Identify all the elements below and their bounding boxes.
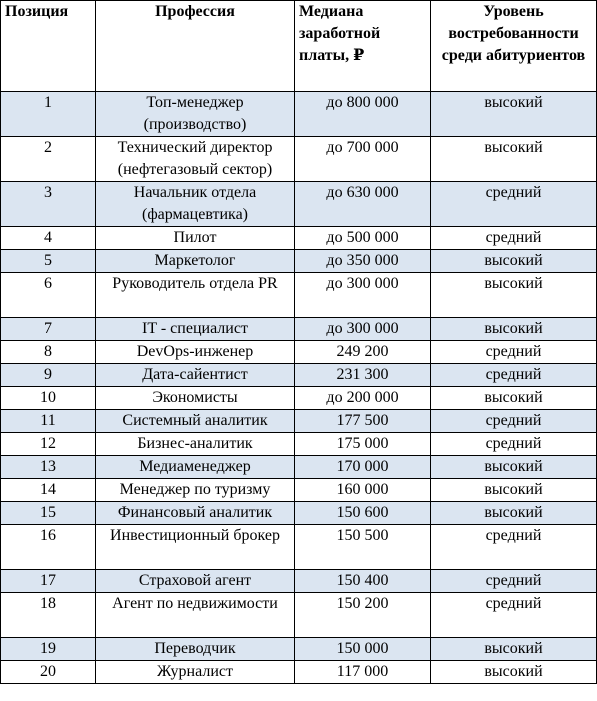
position-cell: 13 bbox=[1, 456, 96, 479]
table-row bbox=[1, 570, 597, 593]
median-cell: 177 500 bbox=[295, 410, 431, 433]
profession-cell: IT - специалист bbox=[96, 318, 295, 341]
table-row bbox=[1, 227, 597, 250]
position-cell: 12 bbox=[1, 433, 96, 456]
profession-cell: Переводчик bbox=[96, 638, 295, 661]
median-cell: 231 300 bbox=[295, 364, 431, 387]
position-cell: 20 bbox=[1, 661, 96, 684]
header-row bbox=[1, 1, 597, 92]
header-demand-level: Уровень востребованности среди абитуриентов bbox=[431, 1, 597, 92]
demand-cell: средний bbox=[431, 570, 597, 593]
demand-cell: средний bbox=[431, 593, 597, 638]
profession-cell: Маркетолог bbox=[96, 250, 295, 273]
position-cell: 10 bbox=[1, 387, 96, 410]
table-row bbox=[1, 525, 597, 570]
median-cell: 150 000 bbox=[295, 638, 431, 661]
position-cell: 2 bbox=[1, 137, 96, 182]
position-cell: 16 bbox=[1, 525, 96, 570]
position-cell: 11 bbox=[1, 410, 96, 433]
table-row bbox=[1, 456, 597, 479]
profession-cell: Пилот bbox=[96, 227, 295, 250]
profession-cell: Агент по недвижимости bbox=[96, 593, 295, 638]
table-row bbox=[1, 92, 597, 137]
demand-cell: высокий bbox=[431, 661, 597, 684]
position-cell: 14 bbox=[1, 479, 96, 502]
median-cell: 150 600 bbox=[295, 502, 431, 525]
demand-cell: высокий bbox=[431, 479, 597, 502]
profession-cell: Руководитель отдела PR bbox=[96, 273, 295, 318]
median-cell: 170 000 bbox=[295, 456, 431, 479]
demand-cell: средний bbox=[431, 227, 597, 250]
median-cell: 175 000 bbox=[295, 433, 431, 456]
table-row bbox=[1, 593, 597, 638]
position-cell: 4 bbox=[1, 227, 96, 250]
demand-cell: средний bbox=[431, 182, 597, 227]
demand-cell: средний bbox=[431, 364, 597, 387]
median-cell: до 200 000 bbox=[295, 387, 431, 410]
demand-cell: высокий bbox=[431, 92, 597, 137]
position-cell: 6 bbox=[1, 273, 96, 318]
position-cell: 18 bbox=[1, 593, 96, 638]
median-cell: до 300 000 bbox=[295, 273, 431, 318]
median-cell: до 630 000 bbox=[295, 182, 431, 227]
demand-cell: высокий bbox=[431, 456, 597, 479]
median-cell: до 700 000 bbox=[295, 137, 431, 182]
profession-cell: Менеджер по туризму bbox=[96, 479, 295, 502]
position-cell: 7 bbox=[1, 318, 96, 341]
demand-cell: средний bbox=[431, 525, 597, 570]
position-cell: 5 bbox=[1, 250, 96, 273]
table-row bbox=[1, 479, 597, 502]
profession-cell: Бизнес-аналитик bbox=[96, 433, 295, 456]
header-profession: Профессия bbox=[96, 1, 295, 92]
profession-cell: Страховой агент bbox=[96, 570, 295, 593]
demand-cell: высокий bbox=[431, 250, 597, 273]
position-cell: 8 bbox=[1, 341, 96, 364]
demand-cell: высокий bbox=[431, 387, 597, 410]
demand-cell: высокий bbox=[431, 137, 597, 182]
demand-cell: средний bbox=[431, 410, 597, 433]
median-cell: 150 200 bbox=[295, 593, 431, 638]
demand-cell: средний bbox=[431, 433, 597, 456]
table-row bbox=[1, 502, 597, 525]
profession-cell: Начальник отдела (фармацевтика) bbox=[96, 182, 295, 227]
profession-cell: Экономисты bbox=[96, 387, 295, 410]
table-row bbox=[1, 410, 597, 433]
table-row bbox=[1, 387, 597, 410]
position-cell: 19 bbox=[1, 638, 96, 661]
median-cell: 117 000 bbox=[295, 661, 431, 684]
table-row bbox=[1, 341, 597, 364]
table-row bbox=[1, 182, 597, 227]
profession-cell: Системный аналитик bbox=[96, 410, 295, 433]
demand-cell: высокий bbox=[431, 502, 597, 525]
table-row bbox=[1, 433, 597, 456]
header-median-salary: Медиана заработной платы, ₽ bbox=[295, 1, 431, 92]
median-cell: до 300 000 bbox=[295, 318, 431, 341]
profession-cell: Технический директор (нефтегазовый сектор) bbox=[96, 137, 295, 182]
demand-cell: средний bbox=[431, 341, 597, 364]
position-cell: 9 bbox=[1, 364, 96, 387]
median-cell: до 350 000 bbox=[295, 250, 431, 273]
median-cell: 150 500 bbox=[295, 525, 431, 570]
position-cell: 15 bbox=[1, 502, 96, 525]
median-cell: 160 000 bbox=[295, 479, 431, 502]
profession-cell: Медиаменеджер bbox=[96, 456, 295, 479]
position-cell: 1 bbox=[1, 92, 96, 137]
table-row bbox=[1, 661, 597, 684]
demand-cell: высокий bbox=[431, 273, 597, 318]
table-row bbox=[1, 638, 597, 661]
median-cell: 150 400 bbox=[295, 570, 431, 593]
profession-cell: Топ-менеджер (производство) bbox=[96, 92, 295, 137]
profession-cell: Дата-сайентист bbox=[96, 364, 295, 387]
median-cell: 249 200 bbox=[295, 341, 431, 364]
position-cell: 17 bbox=[1, 570, 96, 593]
profession-cell: Финансовый аналитик bbox=[96, 502, 295, 525]
median-cell: до 500 000 bbox=[295, 227, 431, 250]
table-row bbox=[1, 318, 597, 341]
profession-cell: DevOps-инженер bbox=[96, 341, 295, 364]
profession-cell: Журналист bbox=[96, 661, 295, 684]
median-cell: до 800 000 bbox=[295, 92, 431, 137]
profession-cell: Инвестиционный брокер bbox=[96, 525, 295, 570]
table-row bbox=[1, 137, 597, 182]
table-row bbox=[1, 250, 597, 273]
position-cell: 3 bbox=[1, 182, 96, 227]
demand-cell: высокий bbox=[431, 318, 597, 341]
table-row bbox=[1, 273, 597, 318]
header-position: Позиция bbox=[1, 1, 96, 92]
table-row bbox=[1, 364, 597, 387]
demand-cell: высокий bbox=[431, 638, 597, 661]
